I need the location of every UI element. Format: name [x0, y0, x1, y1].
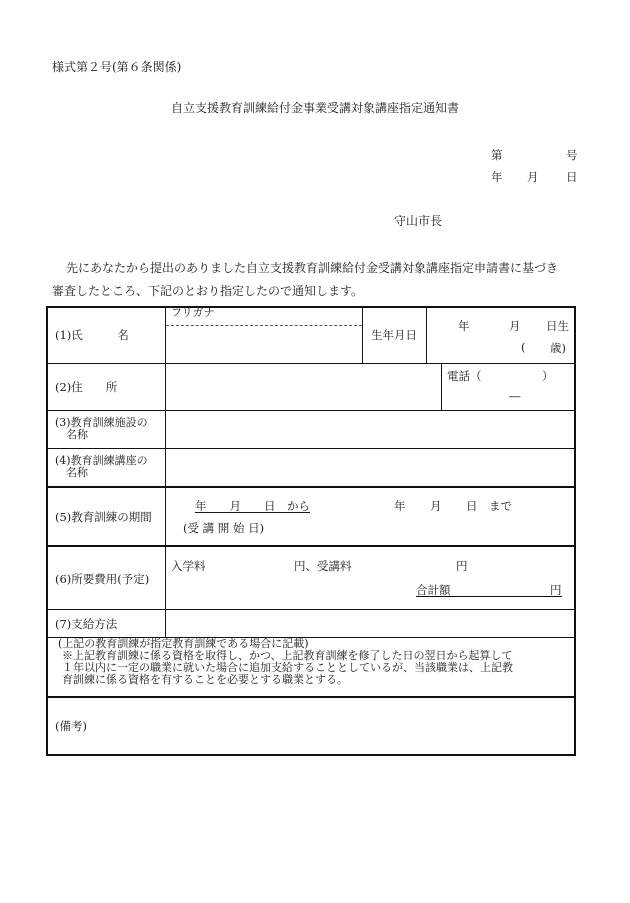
- age-label: 歳): [550, 341, 566, 355]
- row-divider: [47, 696, 575, 698]
- period-start-date: 年 月 日 から: [195, 499, 310, 513]
- body-text-line-1: 先にあなたから提出のありました自立支援教育訓練給付金受講対象講座指定申請書に基づき: [66, 261, 559, 275]
- admission-fee-label: 入学料: [171, 559, 206, 573]
- age-open-paren: (: [521, 340, 526, 354]
- issue-date-day: 日: [566, 170, 578, 184]
- issue-date-month: 月: [527, 170, 539, 184]
- remarks-label: (備考): [55, 719, 87, 733]
- birth-label-divider-right: [426, 307, 427, 363]
- row-divider: [47, 363, 575, 364]
- phone-label: 電話（: [447, 369, 482, 383]
- note-header: (上記の教育訓練が指定教育訓練である場合に記載): [58, 637, 309, 650]
- facility-name-label: (3)教育訓練施設の: [55, 416, 148, 429]
- address-label: (2)住 所: [55, 380, 118, 394]
- course-start-date-note: (受 講 開 始 日): [183, 521, 265, 535]
- furigana-label: フリガナ: [171, 306, 215, 319]
- period-end-day: 日 まで: [466, 499, 512, 513]
- row-divider: [47, 486, 575, 488]
- total-yen-label: 円: [550, 583, 562, 597]
- phone-close-paren: ）: [542, 369, 554, 383]
- document-number-suffix: 号: [566, 148, 578, 162]
- form-table: [46, 306, 576, 756]
- row-divider: [47, 448, 575, 449]
- birth-date-label: 生年月日: [371, 328, 417, 342]
- birth-month-label: 月: [509, 319, 521, 333]
- phone-cell-divider: [441, 363, 442, 410]
- note-line-2: １年以内に一定の職業に就いた場合に追加支給することとしているが、当該職業は、上記教: [62, 661, 513, 674]
- row-divider: [47, 609, 575, 610]
- period-end-year: 年: [394, 499, 406, 513]
- form-number: 様式第２号(第６条関係): [52, 60, 182, 74]
- row-divider: [47, 410, 575, 411]
- facility-name-label-2: 名称: [66, 428, 88, 441]
- name-label: (1)氏 名: [55, 328, 129, 342]
- birth-label-divider-left: [362, 307, 363, 363]
- issuer-name: 守山市長: [394, 214, 443, 228]
- course-name-label-2: 名称: [66, 466, 88, 479]
- payment-method-label: (7)支給方法: [55, 617, 118, 631]
- document-title: 自立支援教育訓練給付金事業受講対象講座指定通知書: [170, 101, 459, 115]
- training-period-label: (5)教育訓練の期間: [55, 510, 152, 524]
- course-name-label: (4)教育訓練講座の: [55, 454, 148, 467]
- birth-year-label: 年: [458, 319, 470, 333]
- note-line-3: 育訓練に係る資格を有することを必要とする職業とする。: [62, 673, 348, 686]
- furigana-separator: [166, 325, 362, 326]
- birth-day-label: 日生: [546, 319, 569, 333]
- total-amount-label: 合計額: [416, 583, 451, 597]
- body-text-line-2: 審査したところ、下記のとおり指定したので通知します。: [52, 284, 364, 298]
- label-column-divider: [165, 307, 166, 637]
- tuition-fee-label: 円、受講料: [294, 559, 352, 573]
- cost-label: (6)所要費用(予定): [55, 572, 150, 586]
- phone-dash: ―: [509, 389, 521, 403]
- row-divider: [47, 545, 575, 547]
- issue-date-year: 年: [491, 170, 503, 184]
- document-number-prefix: 第: [491, 148, 503, 162]
- period-end-month: 月: [430, 499, 442, 513]
- note-line-1: ※上記教育訓練に係る資格を取得し、かつ、上記教育訓練を修了した日の翌日から起算して: [62, 649, 513, 662]
- tuition-yen-label: 円: [456, 559, 468, 573]
